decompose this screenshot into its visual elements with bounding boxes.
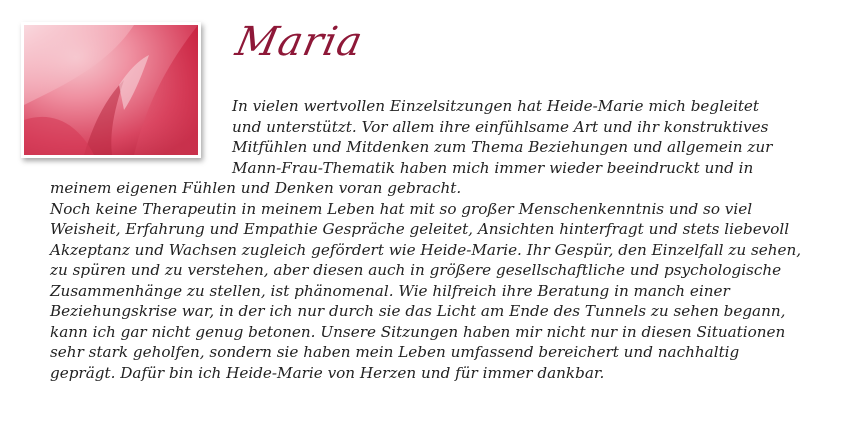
testimonial-line: In vielen wertvollen Einzelsitzungen hat Heide-Marie mich begleitet [232,97,760,115]
testimonial-line: Mann-Frau-Thematik haben mich immer wieder beeindruckt und in [232,158,754,177]
testimonial-line: kann ich gar nicht genug betonen. Unsere Sitzungen haben mir nicht nur in diesen Situationen [50,322,786,341]
testimonial-line: Akzeptanz und Wachsen zugleich gefördert wie Heide-Marie. Ihr Gespür, den Einzelfall zu sehen, [50,240,802,259]
testimonial-line: meinem eigenen Fühlen und Denken voran gebracht. [50,179,462,197]
testimonial-line: zu spüren und zu verstehen, aber diesen auch in größere gesellschaftliche und psychologische [50,261,782,279]
testimonial-line: Zusammenhänge zu stellen, ist phänomenal. Wie hilfreich ihre Beratung in manch einer [50,281,730,300]
author-name: Maria [231,19,368,65]
testimonial-line: Weisheit, Erfahrung und Empathie Gespräche geleitet, Ansichten hinterfragt und stets liebevoll [50,220,790,238]
testimonial-line: und unterstützt. Vor allem ihre einfühlsame Art und ihr konstruktives [232,117,769,136]
testimonial-text [50,96,840,383]
testimonial-line: sehr stark geholfen, sondern sie haben mein Leben umfassend bereichert und nachhaltig [50,343,740,361]
testimonial-line: Mitfühlen und Mitdenken zum Thema Beziehungen und allgemein zur [232,138,773,156]
testimonial-line: geprägt. Dafür bin ich Heide-Marie von Herzen und für immer dankbar. [50,363,605,382]
testimonial-line: Noch keine Therapeutin in meinem Leben hat mit so großer Menschenkenntnis und so viel [50,199,753,218]
testimonial-line: Beziehungskrise war, in der ich nur durch sie das Licht am Ende des Tunnels zu sehen begann, [50,302,786,320]
